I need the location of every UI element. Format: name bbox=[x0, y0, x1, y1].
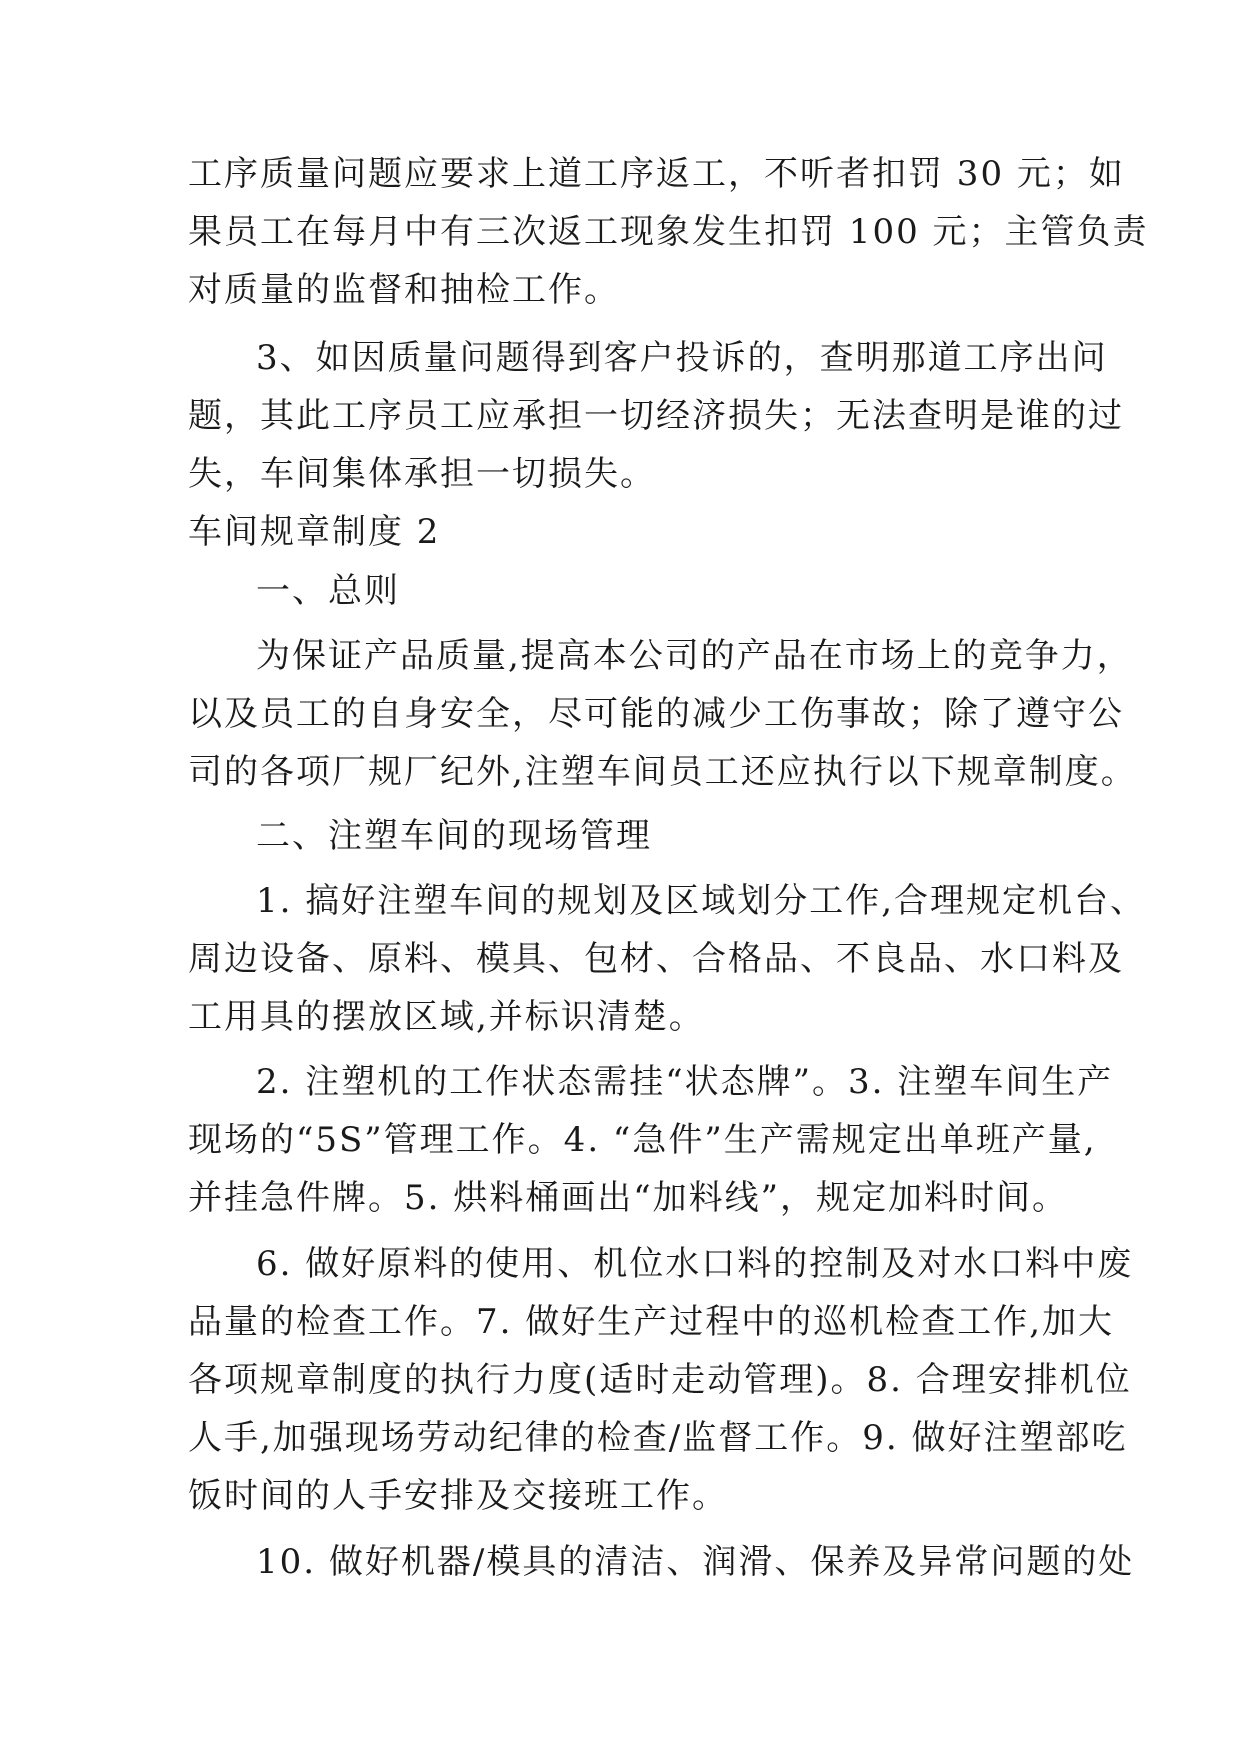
paragraph-line: 1. 搞好注塑车间的规划及区域划分工作,合理规定机台、 bbox=[256, 881, 1147, 921]
paragraph-line: 周边设备、原料、模具、包材、合格品、不良品、水口料及 bbox=[188, 939, 1124, 979]
paragraph-line: 果员工在每月中有三次返工现象发生扣罚 100 元；主管负责 bbox=[188, 212, 1149, 252]
paragraph-line: 品量的检查工作。7. 做好生产过程中的巡机检查工作,加大 bbox=[188, 1302, 1115, 1342]
paragraph-line: 以及员工的自身安全，尽可能的减少工伤事故；除了遵守公 bbox=[188, 694, 1124, 734]
paragraph-line: 工序质量问题应要求上道工序返工，不听者扣罚 30 元；如 bbox=[188, 154, 1125, 194]
paragraph-line: 人手,加强现场劳动纪律的检查/监督工作。9. 做好注塑部吃 bbox=[188, 1418, 1128, 1458]
paragraph-line: 3、如因质量问题得到客户投诉的，查明那道工序出问 bbox=[256, 338, 1108, 378]
section-subheading: 一、总则 bbox=[256, 571, 400, 611]
paragraph-line: 为保证产品质量,提高本公司的产品在市场上的竞争力， bbox=[256, 636, 1133, 676]
paragraph-line: 饭时间的人手安排及交接班工作。 bbox=[188, 1476, 728, 1516]
section-heading: 车间规章制度 2 bbox=[188, 512, 441, 552]
paragraph-line: 失，车间集体承担一切损失。 bbox=[188, 454, 656, 494]
section-subheading: 二、注塑车间的现场管理 bbox=[256, 816, 652, 856]
paragraph-line: 对质量的监督和抽检工作。 bbox=[188, 270, 620, 310]
paragraph-line: 10. 做好机器/模具的清洁、润滑、保养及异常问题的处 bbox=[256, 1542, 1135, 1582]
paragraph-line: 并挂急件牌。5. 烘料桶画出“加料线”，规定加料时间。 bbox=[188, 1178, 1069, 1218]
paragraph-line: 司的各项厂规厂纪外,注塑车间员工还应执行以下规章制度。 bbox=[188, 752, 1137, 792]
paragraph-line: 6. 做好原料的使用、机位水口料的控制及对水口料中废 bbox=[256, 1244, 1134, 1284]
paragraph-line: 现场的“5S”管理工作。4. “急件”生产需规定出单班产量, bbox=[188, 1120, 1097, 1160]
paragraph-line: 题，其此工序员工应承担一切经济损失；无法查明是谁的过 bbox=[188, 396, 1124, 436]
paragraph-line: 工用具的摆放区域,并标识清楚。 bbox=[188, 997, 705, 1037]
paragraph-line: 2. 注塑机的工作状态需挂“状态牌”。3. 注塑车间生产 bbox=[256, 1062, 1114, 1102]
paragraph-line: 各项规章制度的执行力度(适时走动管理)。8. 合理安排机位 bbox=[188, 1360, 1132, 1400]
